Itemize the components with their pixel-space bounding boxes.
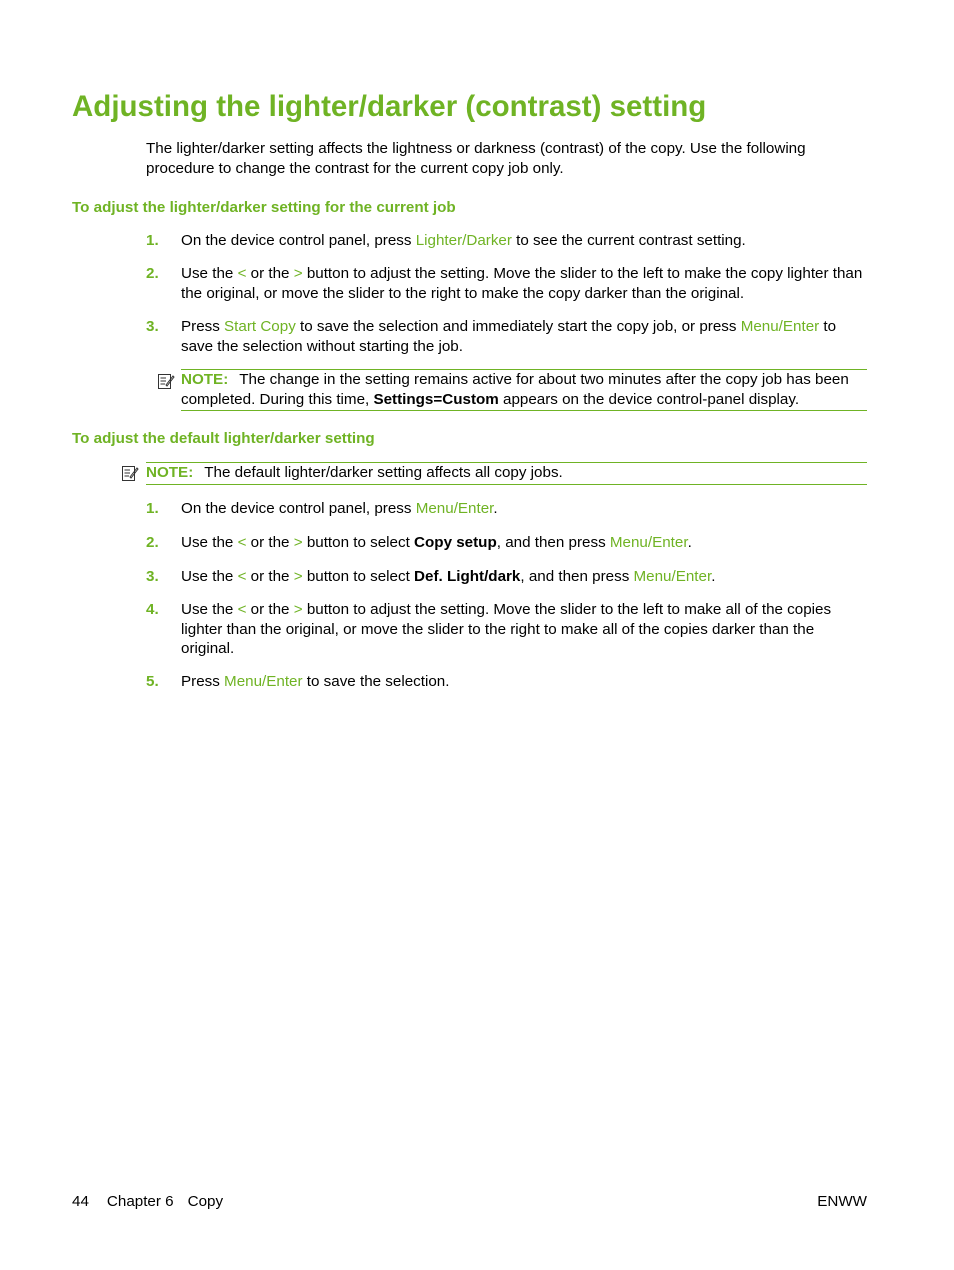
button-ref-right: > [293, 601, 303, 618]
text: Use the [181, 601, 238, 618]
text: On the device control panel, press [181, 500, 416, 517]
step-text [181, 499, 868, 519]
text: Use the [181, 534, 238, 551]
step-number: 1. [146, 500, 159, 517]
page-footer-left [72, 1193, 223, 1210]
text: button to adjust the setting. Move the slider to the left to make the copy lighter than the original, or move the slider to the right to make the copy darker than the original. [181, 265, 863, 302]
page-number: 44 [72, 1193, 89, 1210]
button-ref-right: > [293, 568, 303, 585]
step-text [181, 231, 868, 251]
step-text [181, 567, 868, 587]
note-text: The default lighter/darker setting affects all copy jobs. [204, 464, 563, 481]
note-label: NOTE: [181, 371, 229, 388]
list-item [146, 672, 868, 692]
text: Use the [181, 568, 238, 585]
note-box [181, 369, 867, 411]
button-ref-left: < [237, 601, 247, 618]
button-ref-lighter-darker: Lighter/Darker [415, 232, 512, 249]
text: , and then press [520, 568, 634, 585]
step-number: 3. [146, 318, 159, 335]
list-item [146, 317, 868, 356]
button-ref-left: < [237, 534, 247, 551]
text: to save the selection. [302, 673, 450, 690]
text: . [711, 568, 716, 585]
text: On the device control panel, press [181, 232, 416, 249]
text: button to select [302, 534, 415, 551]
text: to see the current contrast setting. [511, 232, 746, 249]
list-item [146, 264, 868, 303]
step-number: 4. [146, 601, 159, 618]
text: or the [246, 265, 294, 282]
text: , and then press [496, 534, 610, 551]
section-label: Copy [187, 1193, 224, 1210]
menu-ref-copy-setup: Copy setup [414, 534, 497, 551]
list-item [146, 567, 868, 587]
note-pencil-icon [121, 464, 139, 482]
text: . [687, 534, 692, 551]
text: to save the selection without starting the job. [181, 318, 837, 355]
step-number: 5. [146, 673, 159, 690]
text: or the [246, 568, 294, 585]
text: Press [181, 318, 225, 335]
intro-paragraph: The lighter/darker setting affects the lightness or darkness (contrast) of the copy. Use the following procedure to change the contrast for the current copy job only. [146, 140, 806, 177]
button-ref-left: < [237, 568, 247, 585]
button-ref-start-copy: Start Copy [224, 318, 296, 335]
step-number: 3. [146, 568, 159, 585]
note-text: appears on the device control-panel display. [498, 390, 800, 408]
button-ref-right: > [293, 265, 303, 282]
note-text: The change in the setting remains active for about two minutes after the copy job has been completed. During this time, [181, 371, 849, 408]
text: or the [246, 601, 294, 618]
step-number: 2. [146, 534, 159, 551]
button-ref-menu-enter: Menu/Enter [609, 534, 688, 551]
step-text [181, 533, 868, 553]
button-ref-right: > [293, 534, 303, 551]
text: . [493, 500, 498, 517]
list-item [146, 600, 868, 659]
section-heading-default: To adjust the default lighter/darker setting [72, 430, 375, 447]
chapter-label: Chapter 6 [106, 1193, 174, 1210]
button-ref-menu-enter: Menu/Enter [740, 318, 820, 335]
menu-ref-def-light-dark: Def. Light/dark [414, 568, 521, 585]
text: button to adjust the setting. Move the slider to the left to make all of the copies lighter than the original, or move the slider to the right to make all of the copies darker than the original. [181, 601, 832, 657]
note-label: NOTE: [146, 464, 194, 481]
step-text [181, 600, 868, 659]
text: to save the selection and immediately start the copy job, or press [295, 318, 741, 335]
step-text [181, 264, 868, 303]
step-number: 2. [146, 265, 159, 282]
button-ref-left: < [237, 265, 247, 282]
list-item [146, 231, 868, 251]
step-text [181, 672, 868, 692]
text: Press [181, 673, 225, 690]
button-ref-menu-enter: Menu/Enter [415, 500, 494, 517]
display-message: Settings=Custom [373, 390, 499, 408]
step-text [181, 317, 868, 356]
note-box [146, 462, 867, 485]
page-footer-right: ENWW [817, 1193, 867, 1210]
list-item [146, 533, 868, 553]
button-ref-menu-enter: Menu/Enter [224, 673, 303, 690]
step-number: 1. [146, 232, 159, 249]
list-item [146, 499, 868, 519]
note-pencil-icon [157, 372, 175, 390]
page-title: Adjusting the lighter/darker (contrast) setting [72, 90, 707, 123]
text: Use the [181, 265, 238, 282]
text: button to select [302, 568, 415, 585]
text: or the [246, 534, 294, 551]
section-heading-current-job: To adjust the lighter/darker setting for the current job [72, 199, 456, 216]
button-ref-menu-enter: Menu/Enter [633, 568, 712, 585]
